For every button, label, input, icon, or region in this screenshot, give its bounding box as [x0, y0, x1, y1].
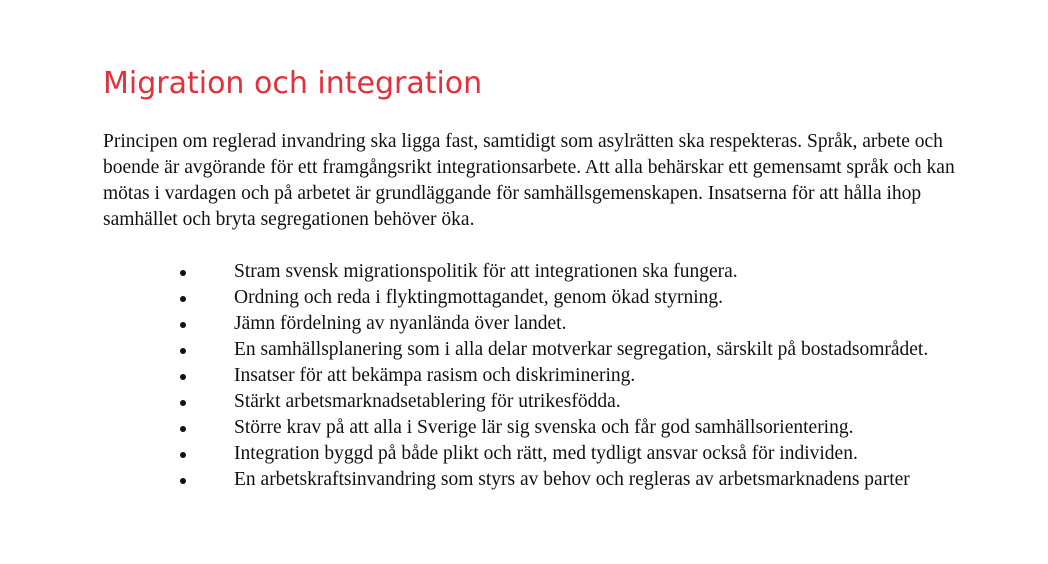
- bullet-text: Stram svensk migrationspolitik för att integrationen ska fungera.: [234, 261, 738, 282]
- bullet-item: [0, 467, 928, 493]
- bullet-icon: [180, 374, 186, 380]
- bullet-item: [0, 311, 928, 337]
- bullet-text: En samhällsplanering som i alla delar motverkar segregation, särskilt på bostadsområdet.: [234, 339, 929, 360]
- bullet-text: Större krav på att alla i Sverige lär sig svenska och får god samhällsorientering.: [234, 417, 854, 438]
- bullet-text: En arbetskraftsinvandring som styrs av behov och regleras av arbetsmarknadens parter: [234, 469, 910, 490]
- bullet-icon: [180, 426, 186, 432]
- policy-bullet-list: [0, 259, 928, 493]
- bullet-item: [0, 337, 928, 363]
- bullet-item: [0, 285, 928, 311]
- bullet-icon: [180, 296, 186, 302]
- bullet-item: [0, 415, 928, 441]
- bullet-icon: [180, 478, 186, 484]
- bullet-item: [0, 363, 928, 389]
- bullet-icon: [180, 270, 186, 276]
- bullet-icon: [180, 322, 186, 328]
- bullet-icon: [180, 452, 186, 458]
- bullet-item: [0, 389, 928, 415]
- bullet-text: Ordning och reda i flyktingmottagandet, genom ökad styrning.: [234, 287, 724, 308]
- bullet-text: Integration byggd på både plikt och rätt, med tydligt ansvar också för individen.: [234, 443, 858, 464]
- bullet-item: [0, 259, 928, 285]
- bullet-icon: [180, 348, 186, 354]
- bullet-text: Insatser för att bekämpa rasism och diskriminering.: [234, 365, 636, 386]
- bullet-icon: [180, 400, 186, 406]
- bullet-text: Jämn fördelning av nyanlända över landet.: [234, 313, 567, 334]
- section-title: Migration och integration: [103, 66, 483, 101]
- intro-paragraph: Principen om reglerad invandring ska ligga fast, samtidigt som asylrätten ska respekteras. Språk, arbete och boende är avgörande för ett framgångsrikt integrationsarbete. Att alla behärskar ett gemensamt språk och kan mötas i vardagen och på arbetet är grundläggande för samhällsgemenskapen. Insatserna för att hålla ihop samhället och bryta segregationen behöver öka.: [103, 131, 955, 230]
- bullet-item: [0, 441, 928, 467]
- bullet-text: Stärkt arbetsmarknadsetablering för utrikesfödda.: [234, 391, 621, 412]
